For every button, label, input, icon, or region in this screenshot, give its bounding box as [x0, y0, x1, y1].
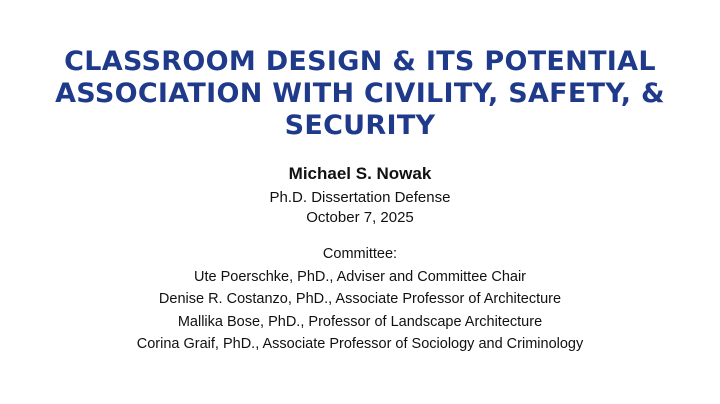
committee-member: Mallika Bose, PhD., Professor of Landscape Architecture [177, 313, 543, 330]
committee-heading: Committee: [322, 246, 398, 262]
event-name: Ph.D. Dissertation Defense [269, 189, 451, 206]
presenter-name: Michael S. Nowak [288, 164, 432, 183]
slide-title-line-3: SECURITY [284, 110, 436, 141]
event-date: October 7, 2025 [306, 209, 414, 226]
committee-list [0, 243, 720, 356]
slide-title [40, 46, 680, 142]
committee-member: Ute Poerschke, PhD., Adviser and Committee Chair [193, 268, 527, 285]
slide-title-line-1: CLASSROOM DESIGN & ITS POTENTIAL [64, 46, 656, 77]
slide-title-line-2: ASSOCIATION WITH CIVILITY, SAFETY, & [55, 78, 665, 109]
committee-member: Denise R. Costanzo, PhD., Associate Professor of Architecture [158, 291, 562, 307]
committee-member: Corina Graif, PhD., Associate Professor of Sociology and Criminology [136, 336, 584, 352]
